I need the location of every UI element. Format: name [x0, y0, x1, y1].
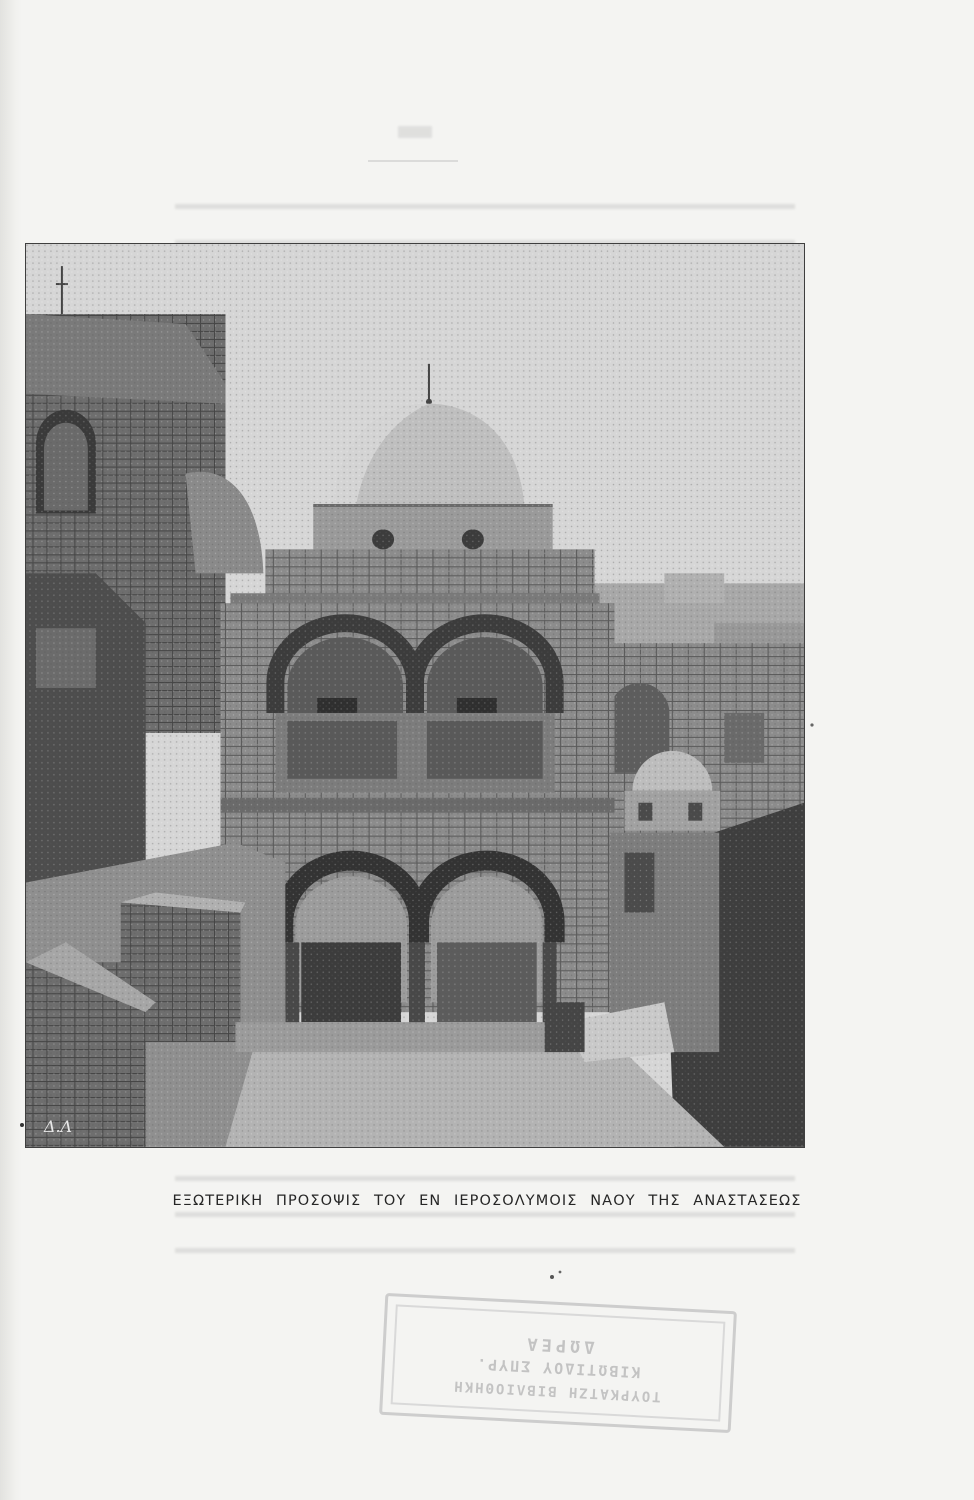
church-facade-photograph-icon: [26, 244, 804, 1147]
stamp-line-3: ΤΟΥΡΚΑΤΖΗ ΒΙΒΛΙΟΘΗΚΗ: [451, 1377, 662, 1405]
photo-grain: [26, 244, 804, 1147]
stamp-line-1: ΔΩΡΕΑ: [522, 1333, 596, 1357]
bleed-through-rule: [368, 160, 458, 162]
page-binding-edge: [0, 0, 22, 1500]
photo-caption: ΕΞΩΤΕΡΙΚΗ ΠΡΟΣΟΨΙΣ ΤΟΥ ΕΝ ΙΕΡΟΣΟΛΥΜΟΙΣ ΝΑΟΥ ΤΗΣ ΑΝΑΣΤΑΣΕΩΣ: [172, 1193, 802, 1209]
stamp-line-2: ΚΙΒΩΤΙΔΟΥ ΣΠΥΡ.: [474, 1354, 641, 1382]
library-stamp-icon: [379, 1293, 737, 1433]
bleed-through-page-number: [398, 126, 432, 138]
photographer-signature: Δ.Λ: [43, 1116, 73, 1136]
photo-plate: [25, 243, 805, 1148]
